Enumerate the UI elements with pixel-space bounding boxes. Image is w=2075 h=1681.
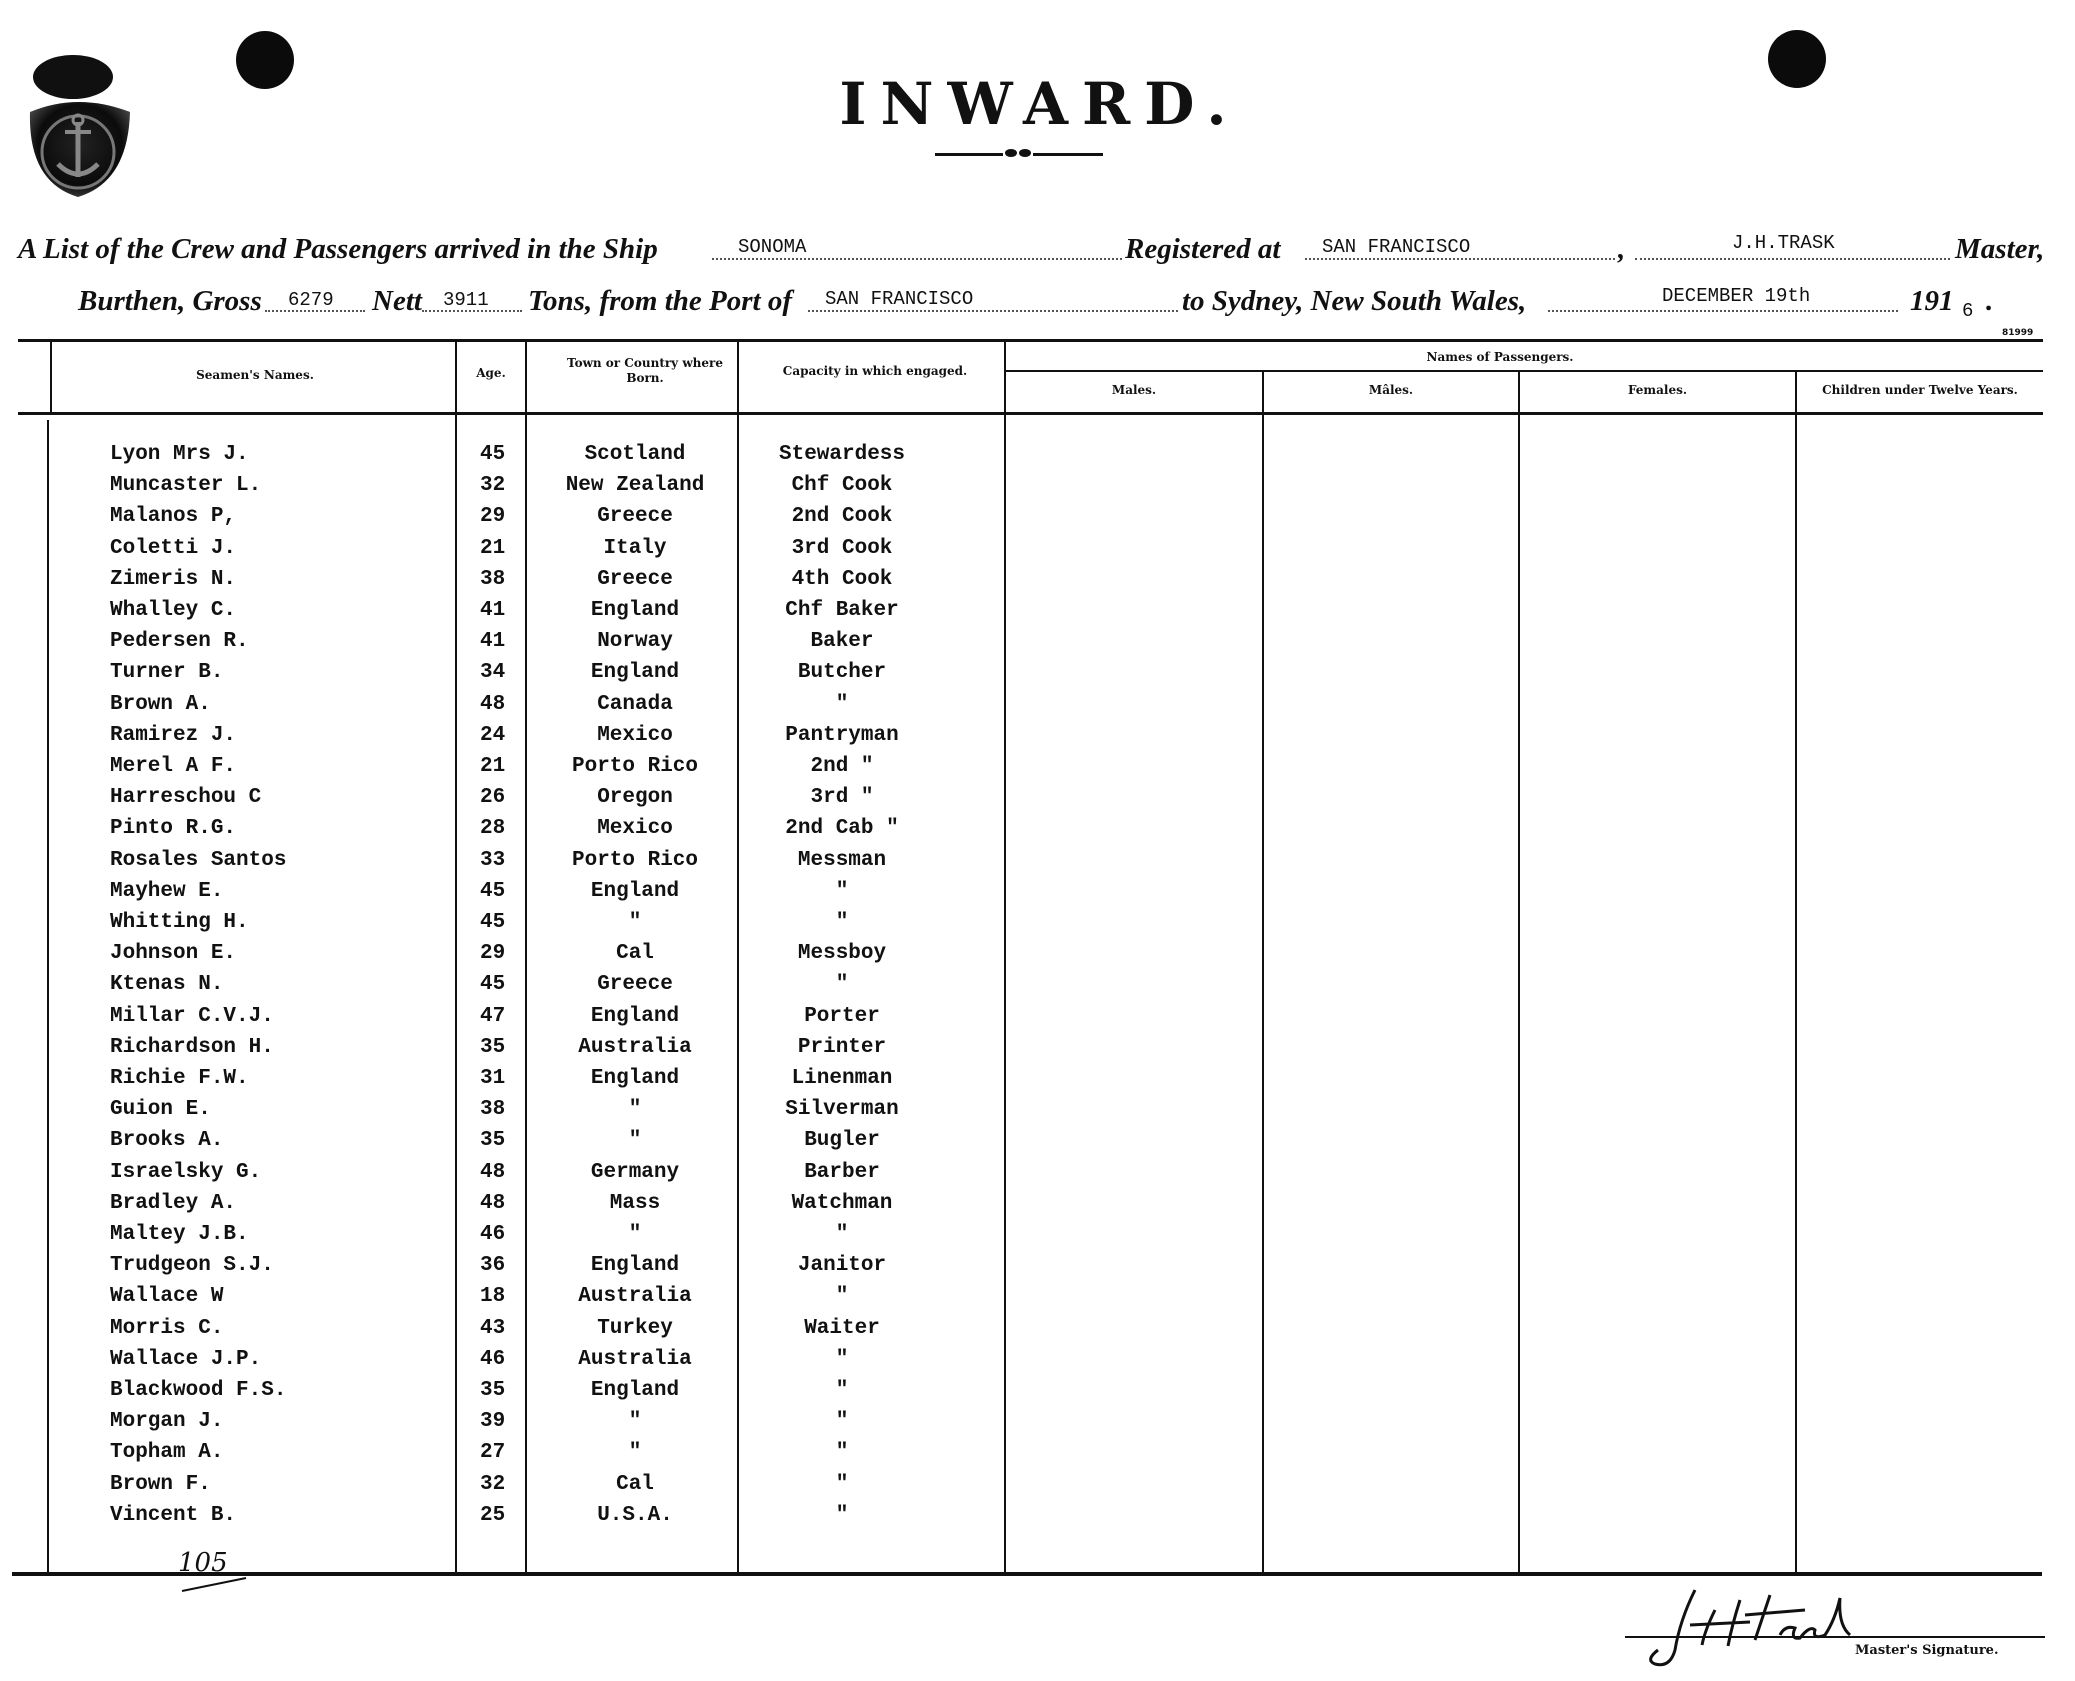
crew-birthplace: Oregon <box>597 786 673 809</box>
title-ornament-icon <box>1003 146 1033 160</box>
crew-birthplace: England <box>590 1067 680 1090</box>
crew-capacity: Messboy <box>797 942 887 965</box>
crew-age: 45 <box>480 880 506 903</box>
crew-age: 32 <box>480 474 506 497</box>
table-row <box>0 1317 2075 1347</box>
crew-age: 21 <box>480 755 506 778</box>
col-header-age: Age. <box>476 366 506 380</box>
crew-name: Richardson H. <box>110 1036 274 1059</box>
crew-birthplace: England <box>590 880 680 903</box>
date-line <box>1548 310 1898 312</box>
crew-name: Israelsky G. <box>110 1161 262 1184</box>
col-header-females: Females. <box>1627 383 1688 397</box>
crew-name: Lyon Mrs J. <box>110 443 249 466</box>
table-row <box>0 693 2075 723</box>
crew-capacity: 3rd Cook <box>791 537 893 560</box>
crew-age: 38 <box>480 568 506 591</box>
crew-age: 26 <box>480 786 506 809</box>
crew-name: Turner B. <box>110 661 224 684</box>
crew-name: Ramirez J. <box>110 724 237 747</box>
table-row <box>0 1285 2075 1315</box>
col-header-capacity: Capacity in which engaged. <box>782 364 968 378</box>
crew-birthplace: Italy <box>603 537 667 560</box>
crew-age: 32 <box>480 1473 506 1496</box>
crew-age: 45 <box>480 911 506 934</box>
crew-name: Ktenas N. <box>110 973 224 996</box>
table-row <box>0 817 2075 847</box>
crew-capacity: Chf Cook <box>791 474 893 497</box>
table-row <box>0 1410 2075 1440</box>
crew-name: Brown A. <box>110 693 211 716</box>
table-row <box>0 1192 2075 1222</box>
table-row <box>0 755 2075 785</box>
crew-name: Whalley C. <box>110 599 237 622</box>
col-header-misc: Mâles. <box>1368 383 1414 397</box>
crew-capacity: Waiter <box>804 1317 880 1340</box>
crew-birthplace: Germany <box>590 1161 680 1184</box>
col-divider-left <box>50 342 52 412</box>
table-row <box>0 1223 2075 1253</box>
crew-age: 25 <box>480 1504 506 1527</box>
passenger-group-rule <box>1005 370 2043 372</box>
burthen-label: Burthen, Gross <box>78 285 262 317</box>
tally-underline <box>180 1575 250 1595</box>
crew-name: Harreschou C <box>110 786 262 809</box>
crew-birthplace: " <box>628 1441 642 1464</box>
crew-age: 27 <box>480 1441 506 1464</box>
crew-capacity: Butcher <box>797 661 887 684</box>
year-suffix: 6 <box>1962 300 1974 322</box>
crew-age: 38 <box>480 1098 506 1121</box>
table-bottom-rule <box>12 1572 2042 1576</box>
crew-capacity: " <box>835 973 849 996</box>
crew-capacity: Baker <box>810 630 874 653</box>
crew-age: 48 <box>480 1192 506 1215</box>
col-header-children: Children under Twelve Years. <box>1822 383 2018 397</box>
col-header-males: Males. <box>1111 383 1157 397</box>
ship-name: SONOMA <box>738 236 807 258</box>
crew-age: 34 <box>480 661 506 684</box>
table-row <box>0 973 2075 1003</box>
table-row <box>0 474 2075 504</box>
registered-label: Registered at <box>1125 233 1281 265</box>
crew-birthplace: " <box>628 1410 642 1433</box>
crew-name: Morris C. <box>110 1317 224 1340</box>
crew-capacity: Barber <box>804 1161 880 1184</box>
crew-birthplace: " <box>628 1223 642 1246</box>
crew-capacity: 4th Cook <box>791 568 893 591</box>
crew-birthplace: New Zealand <box>565 474 705 497</box>
master-name-line <box>1635 258 1950 260</box>
table-row <box>0 1441 2075 1471</box>
crew-age: 35 <box>480 1036 506 1059</box>
crew-name: Morgan J. <box>110 1410 224 1433</box>
crew-name: Maltey J.B. <box>110 1223 249 1246</box>
crew-name: Malanos P, <box>110 505 237 528</box>
page-title: INWARD. <box>839 70 1241 138</box>
crew-age: 21 <box>480 537 506 560</box>
table-row <box>0 1504 2075 1534</box>
header-line1-label: A List of the Crew and Passengers arrived in the Ship <box>18 233 658 265</box>
crew-name: Zimeris N. <box>110 568 237 591</box>
crew-capacity: 3rd " <box>810 786 874 809</box>
crew-birthplace: Mexico <box>597 817 673 840</box>
table-row <box>0 568 2075 598</box>
crew-age: 29 <box>480 505 506 528</box>
crew-name: Whitting H. <box>110 911 249 934</box>
crew-name: Brown F. <box>110 1473 211 1496</box>
crew-capacity: Pantryman <box>785 724 899 747</box>
crew-age: 36 <box>480 1254 506 1277</box>
crew-capacity: " <box>835 880 849 903</box>
crew-capacity: " <box>835 911 849 934</box>
crew-name: Merel A F. <box>110 755 237 778</box>
crew-tally: 105 <box>178 1548 228 1578</box>
table-row <box>0 849 2075 879</box>
crew-birthplace: Canada <box>597 693 673 716</box>
punch-hole-left <box>236 31 294 89</box>
table-row <box>0 599 2075 629</box>
master-label: Master, <box>1955 233 2045 265</box>
crew-age: 48 <box>480 1161 506 1184</box>
punch-hole-right <box>1768 30 1826 88</box>
crew-capacity: Bugler <box>804 1129 880 1152</box>
crew-capacity: " <box>835 1504 849 1527</box>
crew-capacity: Linenman <box>791 1067 893 1090</box>
crew-birthplace: Scotland <box>584 443 686 466</box>
table-row <box>0 724 2075 754</box>
crew-name: Blackwood F.S. <box>110 1379 287 1402</box>
signature-line <box>1625 1636 2045 1638</box>
crew-birthplace: England <box>590 599 680 622</box>
crew-birthplace: Australia <box>578 1036 692 1059</box>
table-row <box>0 942 2075 972</box>
crew-birthplace: Mexico <box>597 724 673 747</box>
crew-age: 41 <box>480 599 506 622</box>
crew-birthplace: Cal <box>616 1473 654 1496</box>
crew-birthplace: Greece <box>597 505 673 528</box>
table-top-rule <box>18 339 2043 342</box>
crew-age: 24 <box>480 724 506 747</box>
crew-birthplace: Greece <box>597 568 673 591</box>
crew-name: Wallace J.P. <box>110 1348 262 1371</box>
table-row <box>0 443 2075 473</box>
to-label: to Sydney, New South Wales, <box>1182 285 1527 317</box>
from-port-line <box>808 310 1178 312</box>
crew-birthplace: England <box>590 661 680 684</box>
signature-label: Master's Signature. <box>1855 1643 1999 1658</box>
crew-birthplace: Mass <box>609 1192 661 1215</box>
crew-age: 35 <box>480 1379 506 1402</box>
crew-birthplace: U.S.A. <box>597 1504 673 1527</box>
crew-birthplace: Turkey <box>597 1317 673 1340</box>
ship-name-line <box>712 258 1122 260</box>
crew-name: Coletti J. <box>110 537 237 560</box>
tons-from-label: Tons, from the Port of <box>528 285 792 317</box>
crew-age: 29 <box>480 942 506 965</box>
crew-capacity: " <box>835 1348 849 1371</box>
crew-capacity: Printer <box>797 1036 887 1059</box>
crew-birthplace: Australia <box>578 1348 692 1371</box>
table-row <box>0 786 2075 816</box>
crew-birthplace: " <box>628 1098 642 1121</box>
nett-tons: 3911 <box>443 289 489 311</box>
crew-capacity: " <box>835 1285 849 1308</box>
crew-capacity: 2nd Cook <box>791 505 893 528</box>
crew-birthplace: Greece <box>597 973 673 996</box>
table-row <box>0 1067 2075 1097</box>
nett-label: Nett <box>372 285 422 317</box>
crew-capacity: " <box>835 693 849 716</box>
crew-age: 47 <box>480 1005 506 1028</box>
crew-age: 33 <box>480 849 506 872</box>
crew-name: Mayhew E. <box>110 880 224 903</box>
crew-age: 46 <box>480 1223 506 1246</box>
table-row <box>0 1348 2075 1378</box>
crew-capacity: Watchman <box>791 1192 893 1215</box>
table-header-rule <box>18 412 2043 415</box>
gross-tons: 6279 <box>288 289 334 311</box>
crew-name: Brooks A. <box>110 1129 224 1152</box>
table-row <box>0 1036 2075 1066</box>
crew-birthplace: England <box>590 1254 680 1277</box>
table-row <box>0 1473 2075 1503</box>
from-port: SAN FRANCISCO <box>825 288 974 310</box>
crew-capacity: " <box>835 1410 849 1433</box>
crew-name: Vincent B. <box>110 1504 237 1527</box>
crew-capacity: Janitor <box>797 1254 887 1277</box>
col-header-passengers: Names of Passengers. <box>1426 350 1574 364</box>
crew-capacity: Stewardess <box>778 443 906 466</box>
table-row <box>0 1379 2075 1409</box>
crew-name: Muncaster L. <box>110 474 262 497</box>
crew-capacity: " <box>835 1473 849 1496</box>
crew-name: Pedersen R. <box>110 630 249 653</box>
crew-birthplace: " <box>628 1129 642 1152</box>
table-row <box>0 1005 2075 1035</box>
crew-capacity: Porter <box>804 1005 880 1028</box>
table-row <box>0 880 2075 910</box>
master-name: J.H.TRASK <box>1732 232 1835 254</box>
year-prefix: 191 <box>1910 285 1954 317</box>
crew-name: Trudgeon S.J. <box>110 1254 274 1277</box>
table-row <box>0 630 2075 660</box>
crew-capacity: " <box>835 1223 849 1246</box>
crew-age: 45 <box>480 973 506 996</box>
crew-age: 31 <box>480 1067 506 1090</box>
crew-capacity: 2nd Cab " <box>785 817 899 840</box>
arrival-date: DECEMBER 19th <box>1662 285 1811 307</box>
crew-capacity: 2nd " <box>810 755 874 778</box>
table-row <box>0 1161 2075 1191</box>
crew-age: 35 <box>480 1129 506 1152</box>
crew-age: 18 <box>480 1285 506 1308</box>
registered-port-line <box>1305 258 1615 260</box>
crew-name: Richie F.W. <box>110 1067 249 1090</box>
crew-name: Rosales Santos <box>110 849 287 872</box>
crew-name: Millar C.V.J. <box>110 1005 274 1028</box>
crew-age: 28 <box>480 817 506 840</box>
crew-name: Wallace W <box>110 1285 224 1308</box>
crew-name: Bradley A. <box>110 1192 237 1215</box>
table-row <box>0 1129 2075 1159</box>
crew-capacity: " <box>835 1379 849 1402</box>
crew-birthplace: England <box>590 1379 680 1402</box>
crew-age: 39 <box>480 1410 506 1433</box>
crew-name: Johnson E. <box>110 942 237 965</box>
header-end-dot: . <box>1986 285 1994 317</box>
table-row <box>0 537 2075 567</box>
crew-birthplace: Australia <box>578 1285 692 1308</box>
crew-birthplace: " <box>628 911 642 934</box>
form-number: 81999 <box>2002 328 2034 338</box>
crew-capacity: Messman <box>797 849 887 872</box>
header-comma: , <box>1618 233 1626 265</box>
table-row <box>0 911 2075 941</box>
table-row <box>0 505 2075 535</box>
crew-capacity: Silverman <box>785 1098 899 1121</box>
crew-age: 45 <box>480 443 506 466</box>
crew-birthplace: Cal <box>616 942 654 965</box>
col-header-name: Seamen's Names. <box>196 368 314 382</box>
crew-capacity: Chf Baker <box>785 599 899 622</box>
crew-age: 48 <box>480 693 506 716</box>
crew-name: Guion E. <box>110 1098 211 1121</box>
crew-birthplace: England <box>590 1005 680 1028</box>
crew-birthplace: Porto Rico <box>571 755 699 778</box>
table-row <box>0 1098 2075 1128</box>
crew-age: 46 <box>480 1348 506 1371</box>
registered-port: SAN FRANCISCO <box>1322 236 1471 258</box>
crew-name: Topham A. <box>110 1441 224 1464</box>
anchor-seal-icon <box>18 52 138 202</box>
crew-age: 43 <box>480 1317 506 1340</box>
table-row <box>0 661 2075 691</box>
crew-age: 41 <box>480 630 506 653</box>
crew-birthplace: Norway <box>597 630 673 653</box>
crew-name: Pinto R.G. <box>110 817 237 840</box>
crew-capacity: " <box>835 1441 849 1464</box>
table-row <box>0 1254 2075 1284</box>
crew-birthplace: Porto Rico <box>571 849 699 872</box>
col-header-born: Town or Country where Born. <box>567 356 723 385</box>
